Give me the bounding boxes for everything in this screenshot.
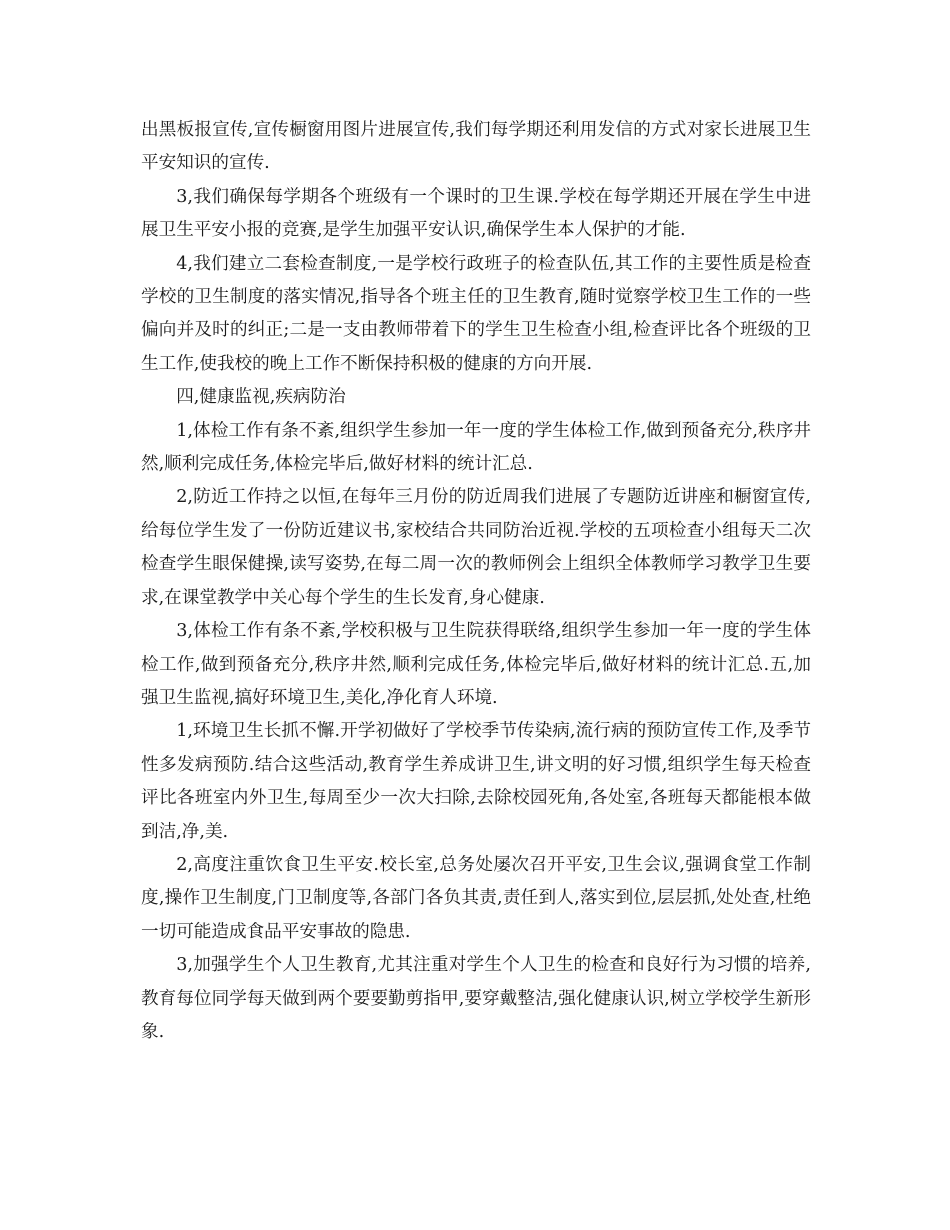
document-body: [141, 114, 811, 1049]
section-heading-4: 四,健康监视,疾病防治: [176, 387, 346, 408]
paragraph-5: 1,体检工作有条不紊,组织学生参加一年一度的学生体检工作,做到预备充分,秩序井然,顺利完成任务,体检完毕后,做好材料的统计汇总.: [141, 420, 811, 475]
paragraph-10: 3,加强学生个人卫生教育,尤其注重对学生个人卫生的检查和良好行为习惯的培养,教育每位同学每天做到两个要要勤剪指甲,要穿戴整洁,强化健康认识,树立学校学生新形象.: [141, 955, 811, 1042]
paragraph-3: 4,我们建立二套检查制度,一是学校行政班子的检查队伍,其工作的主要性质是检查学校的卫生制度的落实情况,指导各个班主任的卫生教育,随时觉察学校卫生工作的一些偏向并及时的纠正;二是一支由教师带着下的学生卫生检查小组,检查评比各个班级的卫生工作,使我校的晚上工作不断保持积极的健康的方向开展.: [141, 253, 811, 374]
paragraph-6: 2,防近工作持之以恒,在每年三月份的防近周我们进展了专题防近讲座和橱窗宣传,给每位学生发了一份防近建议书,家校结合共同防治近视.学校的五项检查小组每天二次检查学生眼保健操,读写姿势,在每二周一次的教师例会上组织全体教师学习教学卫生要求,在课堂教学中关心每个学生的生长发育,身心健康.: [141, 487, 811, 608]
paragraph-9: 2,高度注重饮食卫生平安.校长室,总务处屡次召开平安,卫生会议,强调食堂工作制度,操作卫生制度,门卫制度等,各部门各负其责,责任到人,落实到位,层层抓,处处查,杜绝一切可能造成食品平安事故的隐患.: [141, 854, 811, 942]
paragraph-1: 出黑板报宣传,宣传橱窗用图片进展宣传,我们每学期还利用发信的方式对家长进展卫生平安知识的宣传.: [141, 120, 811, 174]
paragraph-8: 1,环境卫生长抓不懈.开学初做好了学校季节传染病,流行病的预防宣传工作,及季节性多发病预防.结合这些活动,教育学生养成讲卫生,讲文明的好习惯,组织学生每天检查评比各班室内外卫生,每周至少一次大扫除,去除校园死角,各处室,各班每天都能根本做到洁,净,美.: [141, 721, 811, 842]
paragraph-2: 3,我们确保每学期各个班级有一个课时的卫生课.学校在每学期还开展在学生中进展卫生平安小报的竞赛,是学生加强平安认识,确保学生本人保护的才能.: [141, 186, 811, 241]
paragraph-7: 3,体检工作有条不紊,学校积极与卫生院获得联络,组织学生参加一年一度的学生体检工作,做到预备充分,秩序井然,顺利完成任务,体检完毕后,做好材料的统计汇总.五,加强卫生监视,搞好环境卫生,美化,净化育人环境.: [141, 621, 811, 708]
